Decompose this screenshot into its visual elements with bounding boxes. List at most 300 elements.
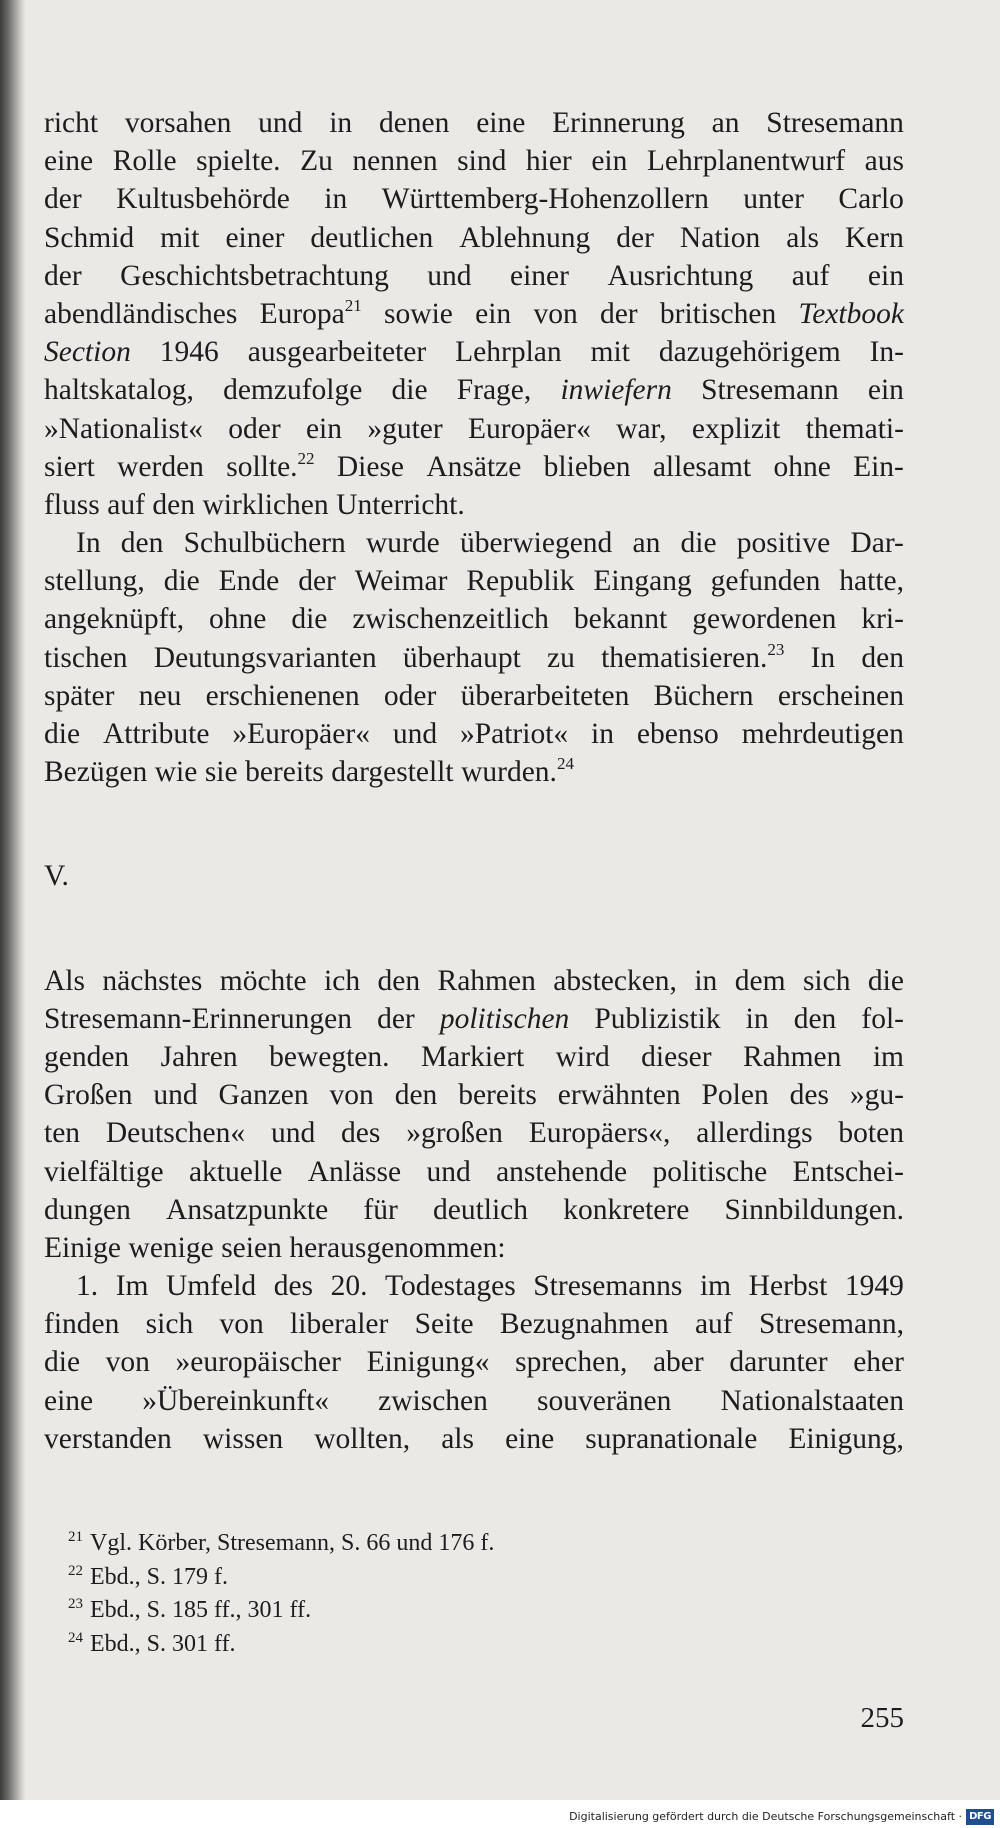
word (641, 1038, 711, 1076)
word (223, 371, 362, 409)
text-line (44, 104, 904, 142)
paragraph-p4 (44, 1267, 904, 1458)
word-text: aber (652, 1346, 704, 1379)
word-text: Württemberg-Hohenzollern (381, 183, 709, 216)
word-text: Sinnbildungen. (724, 1193, 904, 1226)
word (189, 1153, 282, 1191)
word-text: den (861, 641, 904, 674)
footnote (68, 1527, 494, 1561)
word-text: die (163, 565, 200, 598)
word-text: Weimar (354, 565, 448, 598)
word (811, 639, 836, 677)
word-text: demzufolge (223, 374, 363, 407)
word-text: Frage, (456, 374, 532, 407)
word (161, 1038, 238, 1076)
word-text: eine (44, 145, 94, 178)
word (415, 1305, 474, 1343)
word (496, 1153, 627, 1191)
word-text: im (872, 1040, 904, 1073)
word (601, 639, 784, 677)
word (591, 715, 614, 753)
italic-word-text: politischen (439, 1002, 570, 1035)
word (260, 295, 362, 333)
word-text: in (329, 107, 353, 139)
word (129, 1229, 214, 1267)
word (792, 257, 830, 295)
word (44, 295, 237, 333)
word-text: Ansatzpunkte (166, 1193, 329, 1226)
word-text: Markiert (420, 1040, 525, 1073)
word (393, 715, 437, 753)
word-text: mit (590, 336, 630, 369)
word-text: den (394, 1079, 438, 1112)
word-text: eine (505, 1422, 555, 1455)
footnote-reference: 22 (297, 448, 315, 468)
word (475, 295, 511, 333)
word-text: wurde (366, 527, 440, 560)
text-line (44, 180, 904, 218)
word (378, 1382, 488, 1420)
word (271, 1114, 315, 1152)
word-text: als (786, 221, 819, 254)
word (206, 677, 360, 715)
word (44, 257, 82, 295)
word-text: mehrdeutigen (741, 718, 904, 750)
word (868, 257, 904, 295)
word-text: Eingang (593, 565, 692, 598)
word-text: aktuelle (188, 1155, 283, 1188)
word (680, 219, 760, 257)
word-text: wird (555, 1040, 610, 1073)
word-text: die (391, 374, 428, 407)
word (737, 524, 830, 562)
word-text: in (324, 183, 348, 216)
word (382, 180, 709, 218)
word-text: oder (383, 679, 437, 712)
footnote-text: Ebd., S. 301 ff. (90, 1630, 236, 1657)
word-text: bekannt (573, 603, 668, 636)
word-text: Kern (844, 221, 904, 254)
word (426, 448, 521, 486)
word (219, 1076, 309, 1114)
word-text: Umfeld (166, 1270, 257, 1303)
word-text: den (120, 527, 164, 560)
text-line (44, 639, 904, 677)
text-line (44, 1000, 904, 1038)
word (839, 562, 904, 600)
word-text: wenige (128, 1231, 214, 1264)
word-text: abstecken, (553, 964, 677, 997)
word-text: Diese (336, 450, 405, 483)
text-line (44, 1153, 904, 1191)
word-text: ohne (209, 603, 267, 636)
word-text: konkretere (563, 1193, 690, 1226)
word (468, 410, 591, 448)
word (616, 219, 654, 257)
word (106, 1114, 245, 1152)
word (44, 180, 82, 218)
word-text: in (694, 964, 718, 997)
word-text: eher (853, 1346, 904, 1379)
word (269, 1038, 389, 1076)
footnote-text: Vgl. Körber, Stresemann, S. 66 und 176 f. (90, 1530, 495, 1556)
word-text: und (258, 107, 303, 139)
word (44, 677, 114, 715)
word-text: den (152, 488, 195, 521)
word-text: allerdings (696, 1117, 813, 1150)
word-text: Stresemanns (533, 1270, 683, 1303)
text-line (44, 257, 904, 295)
word-text: ein (591, 145, 628, 178)
word (553, 962, 677, 1000)
word (850, 1076, 904, 1114)
word (701, 371, 839, 409)
word (500, 1305, 669, 1343)
word-text: des (341, 1117, 381, 1150)
word (44, 1114, 80, 1152)
text-line (44, 1229, 904, 1267)
word (44, 333, 131, 371)
word-text: »Patriot« (459, 718, 569, 750)
word-text: Attribute (102, 718, 210, 750)
word-text: politische (652, 1155, 768, 1188)
footnote-number: 24 (68, 1629, 83, 1646)
word-text: mit (160, 221, 200, 254)
word (440, 1000, 569, 1038)
word-text: hier (525, 145, 572, 178)
word-text: dieser (641, 1040, 712, 1073)
word (574, 600, 667, 638)
word (324, 962, 360, 1000)
word-text: »Europäer« (232, 718, 370, 750)
digitization-credit: Digitalisierung gefördert durch die Deutsche Forschungsgemeinschaft · (569, 1810, 962, 1823)
word-text: überarbeiteten (460, 679, 630, 712)
word-text: zu (547, 641, 575, 674)
word (331, 1267, 368, 1305)
word (44, 1305, 119, 1343)
word-text: stellung, (44, 565, 145, 598)
word (421, 1038, 524, 1076)
word (778, 677, 904, 715)
word-text: der (599, 297, 638, 330)
word-text: auf (694, 1308, 733, 1341)
word (248, 333, 427, 371)
word (355, 562, 448, 600)
word (460, 715, 568, 753)
word-text: siert (44, 450, 95, 483)
word-text: »großen (406, 1117, 503, 1150)
text-line (44, 448, 904, 486)
word (155, 753, 198, 791)
word (850, 524, 903, 562)
word-text: ebenso (636, 718, 719, 750)
word-text: »gu- (849, 1079, 904, 1112)
word-text: Deutungsvarianten (153, 641, 377, 674)
word (379, 104, 449, 142)
word (711, 562, 821, 600)
word (44, 1076, 132, 1114)
word-text: Einige (44, 1231, 122, 1264)
word (44, 1382, 93, 1420)
word (803, 962, 851, 1000)
page-number: 255 (860, 1702, 904, 1734)
word-text: abendländisches (44, 297, 238, 330)
word-text: Ansätze (426, 450, 522, 483)
word (746, 1000, 769, 1038)
word-text: Rahmen (743, 1040, 842, 1073)
footnote (68, 1594, 494, 1628)
word-text: die (680, 527, 717, 560)
text-line (44, 295, 904, 333)
word (103, 715, 210, 753)
word-text: richt (44, 107, 99, 139)
word-text: Schulbüchern (183, 527, 346, 560)
word (384, 677, 436, 715)
word (653, 448, 751, 486)
word-text: einer (225, 221, 285, 254)
word-text: vorsahen (124, 107, 232, 139)
word (695, 1305, 733, 1343)
word (44, 1420, 172, 1458)
word (724, 1191, 903, 1229)
word-text: britischen (659, 297, 777, 330)
word (44, 562, 145, 600)
footnote-number: 23 (68, 1596, 83, 1612)
word (44, 753, 147, 791)
word-text: den (793, 1002, 837, 1035)
word (196, 142, 280, 180)
word (154, 639, 377, 677)
word (44, 104, 98, 142)
word-text: Jahren (160, 1040, 238, 1073)
word (729, 1343, 827, 1381)
word (593, 562, 691, 600)
word-text: die (867, 964, 904, 997)
word (403, 639, 521, 677)
word-text: Seite (414, 1308, 474, 1341)
italic-word-text: inwiefern (560, 374, 672, 407)
word (44, 142, 93, 180)
word (455, 333, 561, 371)
word (547, 639, 575, 677)
word (533, 1267, 682, 1305)
word-text: souveränen (537, 1384, 672, 1417)
word (505, 1420, 554, 1458)
text-line (44, 962, 904, 1000)
word-text: bewegten. (269, 1040, 390, 1073)
text-line (44, 1076, 904, 1114)
word-text: zwischenzeitlich (352, 603, 549, 636)
word-text: Rahmen (437, 964, 536, 997)
footnote (68, 1628, 494, 1662)
word (529, 1114, 671, 1152)
word-text: ein (475, 297, 512, 330)
word (337, 448, 404, 486)
word (352, 142, 437, 180)
word (766, 104, 904, 142)
word (793, 1153, 904, 1191)
word-text: 20. (330, 1270, 368, 1303)
word-text: Großen (44, 1079, 133, 1112)
word-text: Büchern (653, 679, 754, 712)
word (121, 524, 164, 562)
word-text: aus (864, 145, 904, 178)
word-text: später (44, 679, 115, 712)
text-line (44, 677, 904, 715)
word (585, 1420, 757, 1458)
word (702, 1076, 769, 1114)
word-text: Geschichtsbetrachtung (120, 259, 389, 292)
word-text: des (273, 1270, 314, 1303)
word-text: und (426, 1155, 471, 1188)
word (438, 962, 536, 1000)
word (341, 1114, 380, 1152)
word-text: hatte, (839, 565, 904, 598)
word-text: sprechen, (515, 1346, 628, 1379)
text-line (44, 715, 904, 753)
word-text: Ende (218, 565, 280, 598)
word-text: Einigung« (366, 1346, 490, 1379)
word (258, 104, 302, 142)
word (458, 1076, 537, 1114)
word-text: Lehrplan (455, 336, 562, 369)
word-text: Ein- (853, 450, 904, 483)
word-text: dungen (44, 1193, 131, 1226)
word-text: seien (221, 1231, 282, 1264)
word (591, 333, 630, 371)
dfg-logo-icon: DFG (966, 1809, 994, 1825)
word-text: supranationale (585, 1422, 758, 1455)
word-text: fluss (44, 488, 100, 521)
word-text: werden (117, 450, 204, 483)
word-text: an (632, 527, 661, 560)
word-text: In- (869, 336, 904, 369)
word-text: einer (510, 259, 569, 292)
word-text: Erinnerung (552, 107, 685, 139)
word (838, 180, 904, 218)
word (166, 1267, 256, 1305)
word (799, 295, 904, 333)
word-text: Im (115, 1270, 149, 1303)
word (44, 410, 203, 448)
word (426, 1153, 470, 1191)
word-text: 1946 (159, 336, 219, 369)
word-text: Entschei- (792, 1155, 904, 1188)
word (176, 1343, 341, 1381)
text-line (44, 1305, 904, 1343)
word-text: und (427, 259, 472, 292)
word (385, 1267, 516, 1305)
footnote-text: Ebd., S. 179 f. (90, 1563, 228, 1590)
word (232, 715, 370, 753)
word (164, 562, 200, 600)
word (461, 753, 574, 791)
word (845, 219, 904, 257)
word (395, 1076, 438, 1114)
word-text: als (441, 1422, 474, 1455)
word-text: die (291, 603, 328, 636)
word-text: denen (378, 107, 450, 139)
word (152, 486, 195, 524)
word-text: ten (44, 1117, 81, 1150)
footnote-reference: 23 (767, 639, 785, 659)
word-text: Stresemann (701, 374, 839, 407)
word (433, 1191, 528, 1229)
word (310, 219, 433, 257)
word-text: »Nationalist« (44, 412, 203, 445)
text-line (44, 753, 904, 791)
word-text: ich (324, 964, 361, 997)
word (861, 1000, 904, 1038)
word-text: Unterricht. (336, 488, 465, 521)
word (139, 677, 182, 715)
word (544, 448, 631, 486)
word (510, 257, 569, 295)
word-text: Herbst (748, 1270, 828, 1303)
word-text: Europäers«, (528, 1117, 671, 1150)
word (44, 1153, 164, 1191)
word (600, 295, 638, 333)
word (743, 180, 804, 218)
word-text: ein (867, 259, 904, 292)
word (533, 295, 577, 333)
word (298, 562, 336, 600)
word-text: tischen (44, 641, 128, 674)
word-text: Anlässe (307, 1155, 402, 1188)
word-text: Stresemann (766, 107, 904, 139)
word (352, 600, 549, 638)
paragraph-p3 (44, 962, 904, 1268)
word-text: In (76, 527, 101, 560)
word-text: ein (867, 374, 904, 407)
word (226, 448, 314, 486)
word (537, 1382, 671, 1420)
word (660, 295, 776, 333)
word-text: sowie (384, 297, 453, 330)
word (308, 1153, 401, 1191)
word (102, 962, 202, 1000)
word (76, 1267, 98, 1305)
word (861, 600, 904, 638)
word-text: sich (145, 1308, 194, 1341)
word (220, 1305, 264, 1343)
word (44, 1229, 121, 1267)
word (220, 962, 307, 1000)
word (44, 1000, 352, 1038)
word (205, 753, 238, 791)
word (146, 1305, 194, 1343)
word-text: im (699, 1270, 732, 1303)
word (441, 1420, 474, 1458)
word (870, 333, 904, 371)
word (720, 1382, 903, 1420)
word-text: »guter (367, 412, 443, 445)
word (552, 104, 685, 142)
word-text: der (377, 1002, 415, 1035)
word-text: erschienenen (205, 679, 360, 712)
word-text: positive (736, 527, 831, 560)
word (427, 257, 471, 295)
word (44, 486, 100, 524)
word (324, 180, 347, 218)
word (245, 753, 324, 791)
word (742, 715, 904, 753)
word-text: explizit (691, 412, 781, 445)
word-text: war, (616, 412, 667, 445)
word-text: thematisieren. (601, 641, 768, 674)
word (652, 1153, 767, 1191)
word (367, 1343, 490, 1381)
